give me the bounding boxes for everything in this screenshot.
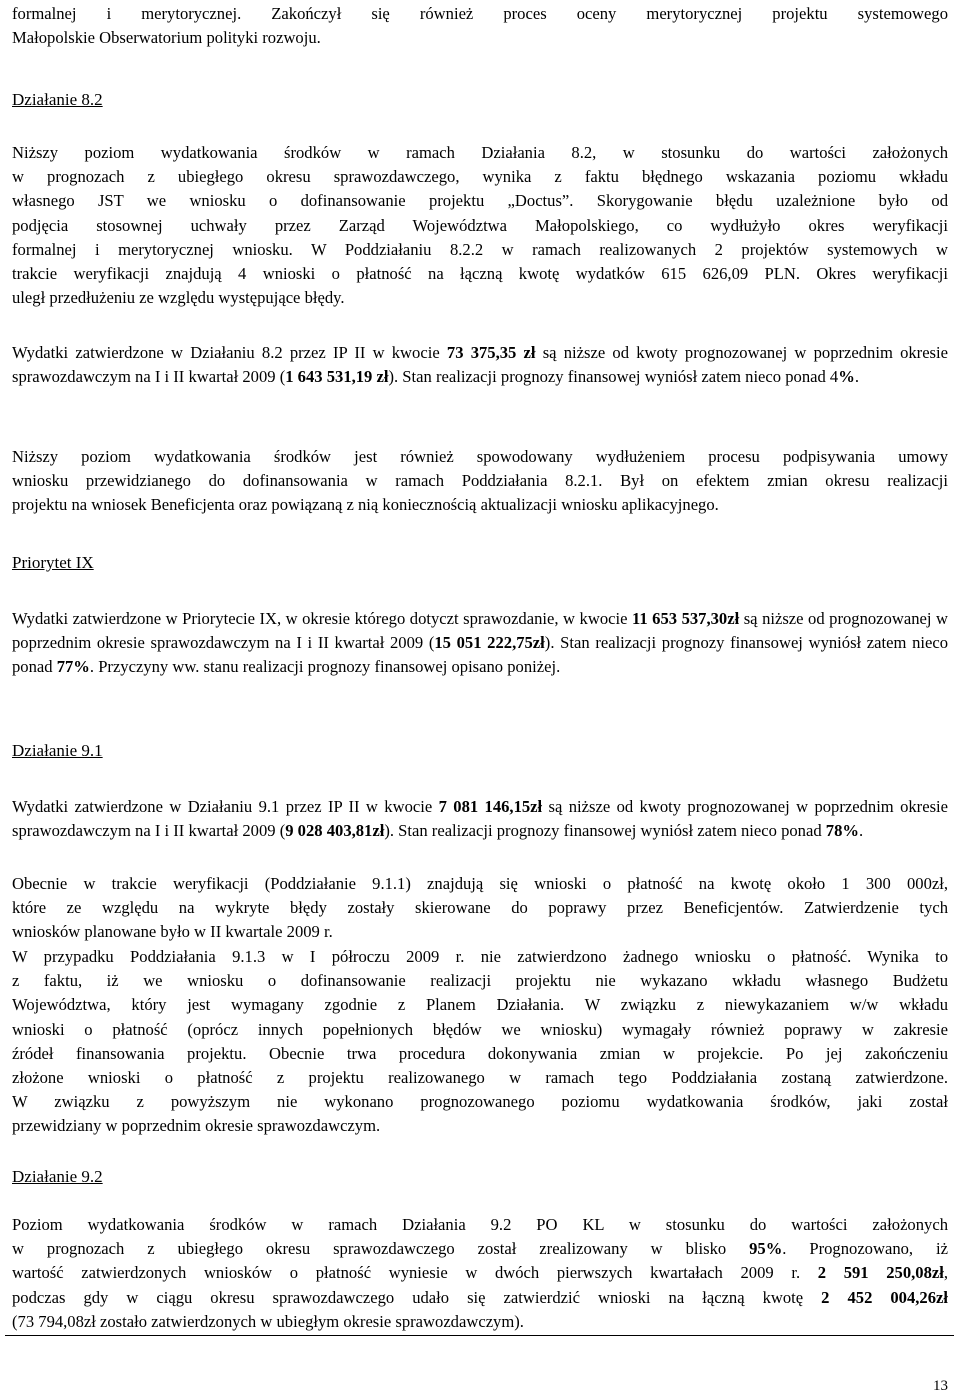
text-line: Obecnie w trakcie weryfikacji (Poddziałanie 9.1.1) znajdują się wnioski o płatność na kwotę około 1 300 000zł,: [12, 874, 948, 893]
amount: 15 051 222,75zł: [434, 633, 545, 653]
text-line: projektu na wniosek Beneficjenta oraz powiązaną z nią koniecznością aktualizacji wniosku aplikacyjnego.: [12, 495, 719, 515]
text-line: Niższy poziom wydatkowania środków jest również spowodowany wydłużeniem procesu podpisywania umowy: [12, 447, 948, 466]
paragraph-9-1-3: [12, 945, 948, 1139]
text-line: własnego JST we wniosku o dofinansowanie projektu „Doctus”. Skorygowanie błędu uzależnione było od: [12, 191, 948, 211]
percent: 95%: [749, 1239, 783, 1259]
text-run: ,: [943, 1263, 948, 1283]
text-line: złożone wnioski o płatność z projektu realizowanego w ramach tego Poddziałania zostaną zatwierdzone.: [12, 1068, 948, 1088]
percent: 78%: [825, 821, 859, 841]
text-run: są: [739, 609, 758, 628]
text-line: Niższy poziom wydatkowania środków w ramach Działania 8.2, w stosunku do wartości założonych: [12, 143, 948, 162]
amount: 2 452 004,26zł: [821, 1287, 948, 1307]
text-line: wnioski o płatność (oprócz innych popełnionych błędów we wniosku) wymagały również poprawy w zakresie: [12, 1019, 948, 1039]
text-line: Województwa, który jest wymagany zgodnie z Planem Działania. W związku z niewykazaniem w/w wkładu: [12, 995, 948, 1015]
text-line: źródeł finansowania projektu. Obecnie trwa procedura dokonywania zmian w projekcie. Po jej zakończeniu: [12, 1043, 948, 1063]
text-run: . Prognozowano, iż: [782, 1239, 948, 1259]
paragraph-9-2: [12, 1213, 948, 1334]
text-line: W związku z powyższym nie wykonano prognozowanego poziomu wydatkowania środków, jaki został: [12, 1092, 948, 1112]
text-line: trakcie weryfikacji znajdują 4 wnioski o płatność na łączną kwotę wydatków 615 626,09 PLN. Okres weryfikacji: [12, 264, 948, 284]
text-run: są niższe od kwoty prognozowanej: [535, 343, 788, 362]
text-line: formalnej i merytorycznej wniosku. W Poddziałaniu 8.2.2 w ramach realizowanych 2 projektów systemowych w: [12, 239, 948, 259]
text-line: W przypadku Poddziałania 9.1.3 w I półroczu 2009 r. nie zatwierdzono żadnego wniosku o płatność. Wynika to: [12, 947, 948, 966]
text-line: które ze względu na wykryte błędy zostały skierowane do poprawy przez Beneficjentów. Zatwierdzenie tych: [12, 898, 948, 918]
page-number: 13: [933, 1378, 948, 1394]
paragraph-priorytet-ix: [12, 607, 948, 680]
text-line: [12, 1261, 948, 1285]
text-line: Małopolskie Obserwatorium polityki rozwoju.: [12, 28, 321, 48]
text-line: uległ przedłużeniu ze względu występujące błędy.: [12, 288, 345, 308]
amount: 2 591 250,08zł: [817, 1263, 944, 1283]
text-line: Poziom wydatkowania środków w ramach Działania 9.2 PO KL w stosunku do wartości założonych: [12, 1215, 948, 1234]
text-run: Wydatki zatwierdzone w Priorytecie IX, w okresie którego dotyczt sprawozdanie, w kwocie: [12, 609, 632, 628]
text-run: finansowej wyniósł zatem nieco ponad: [563, 821, 826, 841]
text-line: [12, 1237, 948, 1261]
text-run: Wydatki zatwierdzone w Działaniu 9.1 przez IP II w kwocie: [12, 797, 439, 816]
paragraph-9-1-verification: [12, 872, 948, 945]
amount: 1 643 531,19 zł: [285, 367, 389, 387]
text-run: ). Stan: [544, 633, 590, 653]
text-run: w poprzednim okresie sprawozdawczym na I i II kwartał 2009 (: [12, 797, 949, 841]
heading-priorytet-ix: Priorytet IX: [12, 553, 94, 572]
paragraph-intro: [12, 2, 948, 50]
text-run: finansowej opisano poniżej.: [374, 657, 561, 677]
text-line: [12, 1286, 948, 1310]
text-run: ). Stan realizacji prognozy: [388, 367, 564, 387]
percent: 77%: [56, 657, 90, 677]
percent: %: [838, 367, 855, 387]
text-line: przewidziany w poprzednim okresie sprawozdawczym.: [12, 1116, 381, 1136]
amount: 11 653 537,30zł: [631, 609, 740, 628]
heading-dzialanie-9-2: Działanie 9.2: [12, 1167, 103, 1186]
text-line: podjęcia stosownej uchwały przez Zarząd Województwa Małopolskiego, co wydłużyło okres weryfikacji: [12, 215, 948, 235]
text-line: (73 794,08zł zostało zatwierdzonych w ubiegłym okresie sprawozdawczym).: [12, 1311, 524, 1331]
text-run: w poprzednim okresie sprawozdawczym na I i II kwartał 2009 (: [12, 343, 948, 387]
text-run: .: [858, 821, 864, 841]
footer-rule: [5, 1335, 954, 1336]
text-run: są niższe od kwoty prognozowanej: [542, 797, 790, 816]
text-run: w prognozach z ubiegłego okresu sprawozdawczego został zrealizowany w blisko: [12, 1239, 750, 1259]
text-line: wniosków planowane było w II kwartale 2009 r.: [12, 922, 333, 942]
text-line: z faktu, iż we wniosku o dofinansowanie realizacji projektu nie wykazano wkładu własnego Budżetu: [12, 971, 948, 991]
text-run: niższe od prognozowanej w poprzednim okresie sprawozdawczym na I i II kwartał 2009 (: [12, 609, 948, 653]
text-run: ). Stan realizacji prognozy: [384, 821, 560, 841]
text-run: finansowej wyniósł zatem nieco ponad 4: [567, 367, 839, 387]
heading-dzialanie-9-1: Działanie 9.1: [12, 741, 103, 760]
heading-dzialanie-8-2: Działanie 8.2: [12, 90, 103, 109]
text-line: w prognozach z ubiegłego okresu sprawozdawczego, wynika z faktu błędnego wskazania poziomu wkładu: [12, 167, 948, 187]
paragraph-8-2-delay: [12, 445, 948, 518]
text-run: .: [854, 367, 859, 387]
paragraph-8-2-expenses: [12, 341, 948, 389]
text-line: formalnej i merytorycznej. Zakończył się również proces oceny merytorycznej projektu systemowego: [12, 4, 948, 23]
amount: 73 375,35 zł: [446, 343, 536, 362]
text-run: wartość zatwierdzonych wniosków o płatność wyniesie w dwóch pierwszych kwartałach 2009 r.: [12, 1263, 818, 1283]
amount: 9 028 403,81zł: [285, 821, 385, 841]
text-line: wniosku przewidzianego do dofinansowania w ramach Poddziałania 8.2.1. Był on efektem zmian okresu realizacji: [12, 471, 948, 491]
text-run: . Przyczyny ww. stanu realizacji prognozy: [89, 657, 371, 677]
text-run: realizacji prognozy finansowej wyniósł zatem nieco ponad: [12, 633, 949, 677]
amount: 7 081 146,15zł: [438, 797, 543, 816]
text-run: Wydatki zatwierdzone w Działaniu 8.2 przez IP II w kwocie: [12, 343, 447, 362]
text-run: podczas gdy w ciągu okresu sprawozdawczego udało się zatwierdzić wnioski na łączną kwotę: [12, 1287, 822, 1307]
paragraph-9-1-expenses: [12, 795, 948, 843]
paragraph-8-2-explanation: [12, 141, 948, 310]
